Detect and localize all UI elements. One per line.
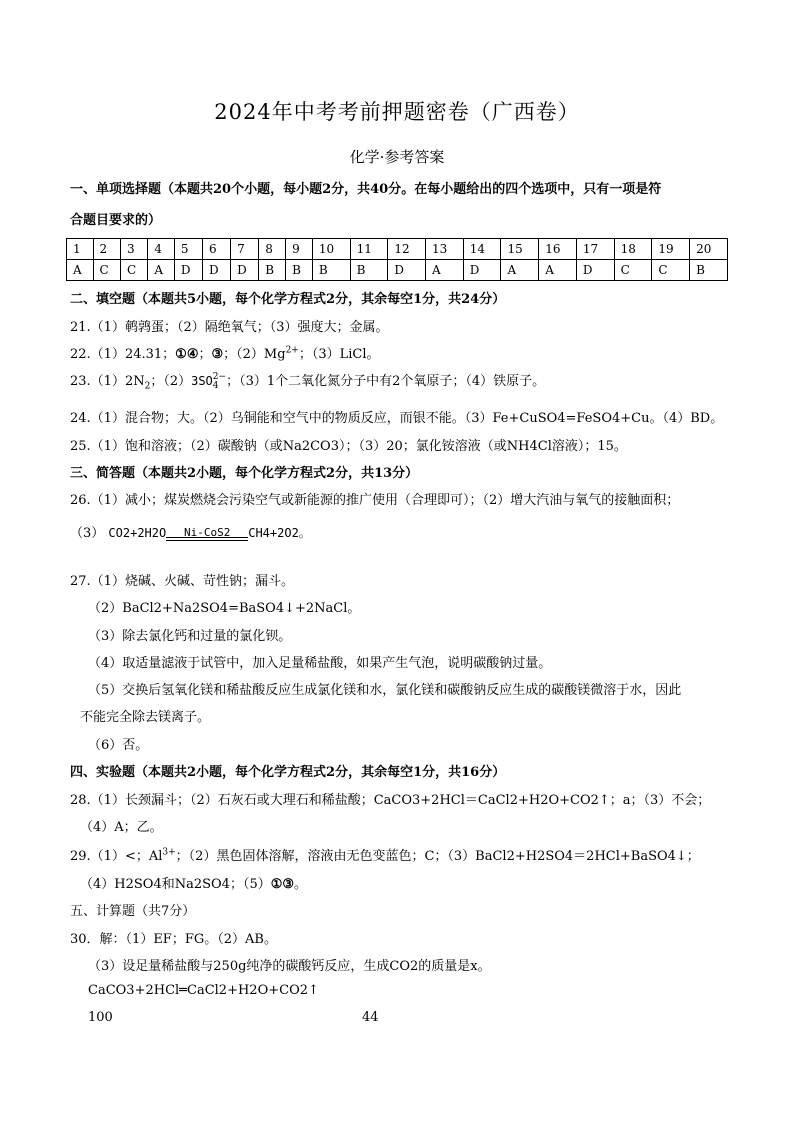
answer-table-number-cell: 1 — [67, 239, 94, 260]
answer-table-answer-cell: A — [539, 260, 577, 281]
page-subtitle: 化学·参考答案 — [349, 148, 445, 166]
answer-table-number-cell: 3 — [120, 239, 147, 260]
answer-table-answer-cell: A — [426, 260, 464, 281]
answer-table-answer-cell: D — [576, 260, 614, 281]
q29-text-b: ；（2）黑色固体溶解，溶液由无色变蓝色；C；（3）BaCl2+H2SO4＝2HCl+BaSO4↓； — [175, 849, 700, 864]
answer-table-answer-cell: C — [614, 260, 652, 281]
q30-mass-co2: 44 — [362, 1010, 379, 1025]
answer-table-number-cell: 17 — [576, 239, 614, 260]
page-title: 2024年中考考前押题密卷（广西卷） — [214, 100, 580, 124]
answer-table-number-cell: 9 — [286, 239, 313, 260]
answer-table-answer-cell: D — [203, 260, 231, 281]
q26-eq-label: （3） — [70, 526, 105, 541]
answer-table-answer-cell: C — [652, 260, 690, 281]
q21-answer: 21.（1）鹌鹑蛋；（2）隔绝氧气；（3）强度大；金属。 — [70, 320, 389, 335]
answer-table-number-cell: 8 — [259, 239, 286, 260]
answer-table-answer-cell: C — [120, 260, 147, 281]
q22-text-a: 22.（1）24.31； — [70, 347, 176, 362]
q26-eq-arrow — [166, 526, 248, 541]
answer-table-number-cell: 11 — [350, 239, 388, 260]
answer-table-number-cell: 2 — [93, 239, 120, 260]
answer-table-number-cell: 14 — [463, 239, 501, 260]
answer-table-answer-cell: B — [690, 260, 728, 281]
q27-5: （5）交换后氢氧化镁和稀盐酸反应生成氯化镁和水，氯化镁和碳酸钠反应生成的碳酸镁微溶于水，因此 — [88, 683, 682, 698]
q24-answer: 24.（1）混合物；大。（2）乌铜能和空气中的物质反应，而银不能。（3）Fe+CuSO4=FeSO4+Cu。（4）BD。 — [70, 411, 724, 426]
q23-sub: 2 — [144, 381, 151, 392]
q30-mass-caco3: 100 — [88, 1010, 113, 1025]
q30-3: （3）设足量稀盐酸与250g纯净的碳酸钙反应，生成CO2的质量是x。 — [88, 959, 491, 974]
q26-eq-catalyst: Ni-CoS2 — [184, 526, 231, 539]
answer-table-number-cell: 15 — [501, 239, 539, 260]
q23-text-b: ；（2） — [150, 374, 192, 389]
section4-heading: 四、实验题（本题共2小题，每个化学方程式2分，其余每空1分，共16分） — [70, 765, 506, 780]
q28-answer-cont: （4）A；乙。 — [80, 820, 163, 835]
q23-answer — [70, 370, 545, 392]
section2-heading: 二、填空题（本题共5小题，每个化学方程式2分，其余每空1分，共24分） — [70, 292, 506, 307]
q27-3: （3）除去氯化钙和过量的氯化钡。 — [88, 629, 292, 644]
q26-eq-left: CO2+2H2O — [108, 526, 167, 540]
q27-6: （6）否。 — [88, 738, 149, 753]
answer-table — [66, 238, 728, 281]
answer-table-answer-cell: B — [259, 260, 286, 281]
q26-equation — [70, 522, 311, 541]
q25-answer: 25.（1）饱和溶液；（2）碳酸钠（或Na2CO3）；（3）20；氯化铵溶液（或NH4Cl溶液）；15。 — [70, 439, 627, 454]
answer-table-number-cell: 4 — [148, 239, 175, 260]
q22-text-d: ；（3）LiCl。 — [298, 347, 380, 362]
answer-table-answer-cell: A — [67, 260, 94, 281]
q28-answer: 28.（1）长颈漏斗；（2）石灰石或大理石和稀盐酸；CaCO3+2HCl＝CaCl2+H2O+CO2↑；a；（3）不会； — [70, 793, 711, 808]
section1-heading-cont: 合题目要求的） — [70, 213, 162, 228]
answer-table-number-cell: 20 — [690, 239, 728, 260]
q29-text-a: 29.（1）<；Al — [70, 849, 163, 864]
answer-table-number-cell: 12 — [388, 239, 426, 260]
answer-table-number-row — [67, 239, 728, 260]
answer-table-answer-cell: A — [148, 260, 175, 281]
answer-table-number-cell: 7 — [231, 239, 259, 260]
section5-heading: 五、计算题（共7分） — [70, 904, 196, 919]
answer-table-answer-row — [67, 260, 728, 281]
q22-answer — [70, 343, 380, 362]
answer-table-number-cell: 16 — [539, 239, 577, 260]
answer-table-number-cell: 6 — [203, 239, 231, 260]
answer-table-answer-cell: B — [286, 260, 313, 281]
q23-ion: 3SO — [191, 374, 213, 388]
q29-sup: 3+ — [162, 847, 176, 858]
answer-table-answer-cell: C — [93, 260, 120, 281]
q29-circled: ①③ — [270, 877, 295, 892]
answer-table-number-cell: 10 — [312, 239, 350, 260]
q29-cont-a: （4）H2SO4和Na2SO4；（5） — [80, 877, 271, 892]
answer-table-number-cell: 19 — [652, 239, 690, 260]
answer-table-answer-cell: B — [312, 260, 350, 281]
answer-table-number-cell: 5 — [174, 239, 202, 260]
q22-sup: 2+ — [285, 345, 299, 356]
q27-2: （2）BaCl2+Na2SO4=BaSO4↓+2NaCl。 — [88, 601, 361, 616]
q23-ion-sub: 4 — [212, 380, 219, 391]
answer-table-number-cell: 13 — [426, 239, 464, 260]
q22-circled-b: ③ — [211, 347, 224, 362]
answer-table-answer-cell: D — [463, 260, 501, 281]
section1-heading: 一、单项选择题（本题共20个小题，每小题2分，共40分。在每小题给出的四个选项中，只有一项是符 — [70, 182, 662, 197]
answer-table-answer-cell: A — [501, 260, 539, 281]
answer-table-answer-cell: D — [174, 260, 202, 281]
q23-ion-sup: 2− — [212, 371, 227, 382]
q29-answer-cont — [80, 873, 307, 892]
q29-answer — [70, 845, 700, 864]
q26-answer: 26.（1）减小；煤炭燃烧会污染空气或新能源的推广使用（合理即可）；（2）增大汽油与氧气的接触面积； — [70, 493, 680, 508]
q27-5-cont: 不能完全除去镁离子。 — [80, 710, 211, 725]
answer-table-answer-cell: D — [388, 260, 426, 281]
q27-1: 27.（1）烧碱、火碱、苛性钠；漏斗。 — [70, 574, 294, 589]
q22-circled-a: ①④ — [175, 347, 199, 362]
answer-table-answer-cell: D — [231, 260, 259, 281]
q23-text-a: 23.（1）2N — [70, 374, 145, 389]
q22-text-b: ； — [198, 347, 212, 362]
q26-eq-right: CH4+2O2。 — [248, 526, 311, 540]
q23-text-c: ；（3）1个二氧化氮分子中有2个氧原子；（4）铁原子。 — [226, 374, 546, 389]
q29-cont-b: 。 — [294, 877, 308, 892]
q30-1: 30．解：（1）EF；FG。（2）AB。 — [70, 932, 277, 947]
answer-table-answer-cell: B — [350, 260, 388, 281]
q30-equation: CaCO3+2HCl═CaCl2+H2O+CO2↑ — [88, 983, 319, 998]
answer-table-number-cell: 18 — [614, 239, 652, 260]
section3-heading: 三、简答题（本题共2小题，每个化学方程式2分，共13分） — [70, 466, 419, 481]
q22-text-c: ；（2）Mg — [223, 347, 286, 362]
q27-4: （4）取适量滤液于试管中，加入足量稀盐酸，如果产生气泡，说明碳酸钠过量。 — [88, 656, 552, 671]
